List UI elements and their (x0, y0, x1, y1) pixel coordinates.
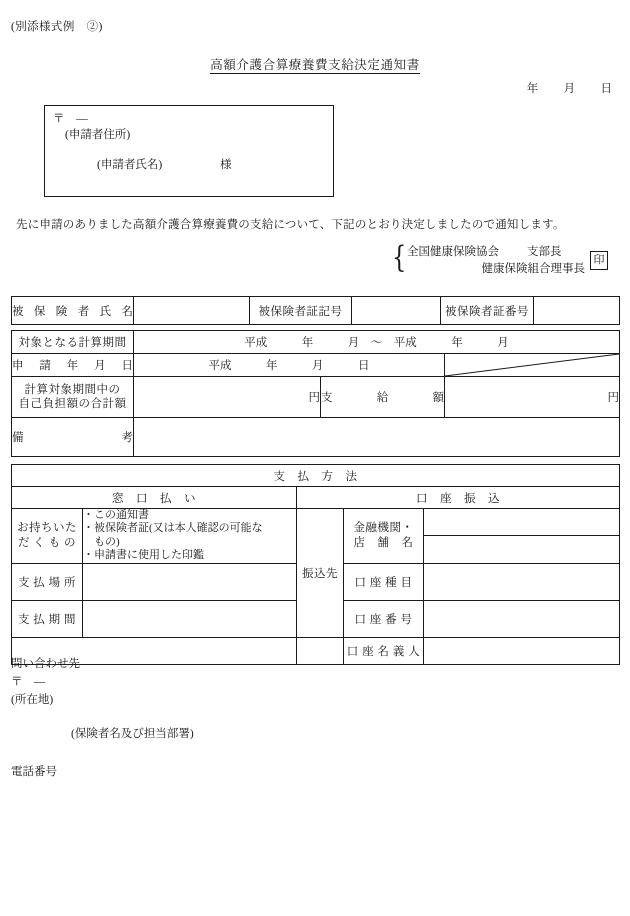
postal-mark-icon: 〒 (53, 113, 66, 125)
bring-items-list (83, 509, 297, 564)
postal-mark-icon: 〒 (11, 676, 23, 688)
payment-method-table (11, 464, 620, 665)
insured-person-table (11, 296, 620, 325)
list-item-continuation: もの) (94, 535, 120, 548)
spacer-cell (297, 637, 344, 664)
benefit-amount-unit: 円 (607, 392, 619, 404)
bank-branch-value-top[interactable] (424, 535, 619, 536)
table-row (12, 354, 620, 377)
bank-branch-value-group (424, 509, 620, 564)
account-number-value-group (424, 600, 620, 637)
account-holder-value[interactable] (424, 637, 620, 664)
bring-items-label-line2: だ く も の (17, 536, 77, 549)
self-payment-total-label (12, 377, 134, 418)
account-number-label: 口 座 番 号 (344, 600, 424, 637)
contact-phone-label: 電話番号 (11, 766, 57, 778)
bank-transfer-header: 口 座 振 込 (297, 487, 620, 509)
transfer-destination-label: 振込先 (297, 509, 344, 638)
payment-place-value[interactable] (83, 563, 297, 600)
issue-date-year: 年 (526, 83, 539, 95)
payment-period-value[interactable] (83, 600, 297, 637)
bank-branch-label (344, 509, 424, 564)
diagonal-strike-cell (445, 354, 620, 377)
issuer-block (392, 240, 622, 279)
account-holder-label: 口 座 名 義 人 (344, 637, 424, 664)
table-row (12, 509, 620, 564)
account-type-label: 口 座 種 目 (344, 563, 424, 600)
issuer-organization: 全国健康保険協会 (407, 246, 499, 258)
addressee-honorific: 様 (220, 159, 232, 171)
issuer-alternate-title: 健康保険組合理事長 (481, 263, 585, 275)
brace-icon: { (392, 240, 407, 275)
target-period-label: 対象となる計算期間 (12, 331, 134, 354)
contact-heading: 問い合わせ先 (11, 658, 80, 670)
remarks-value[interactable] (134, 418, 620, 457)
cert-number-value[interactable] (534, 297, 620, 325)
benefit-amount-value[interactable] (445, 377, 620, 418)
contact-postal-line (11, 673, 194, 689)
list-item: ・申請書に使用した印鑑 (83, 549, 204, 562)
target-period-value[interactable]: 平成 年 月 〜 平成 年 月 (134, 331, 620, 354)
self-payment-total-value[interactable] (134, 377, 321, 418)
page-title-text: 高額介護合算療養費支給決定通知書 (210, 58, 420, 72)
payment-place-label: 支 払 場 所 (12, 563, 83, 600)
addressee-name-label: (申請者氏名) (97, 159, 163, 171)
self-payment-total-label-line1: 計算対象期間中の (24, 383, 121, 396)
postal-dash: ― (33, 676, 46, 688)
form-code-label: (別添様式例 ②) (11, 21, 103, 33)
table-row (12, 297, 620, 325)
issue-date-day: 日 (600, 83, 612, 95)
table-row (12, 331, 620, 354)
application-date-value[interactable]: 平成 年 月 日 (134, 354, 445, 377)
cert-number-label: 被保険者証番号 (441, 297, 534, 325)
insured-name-label: 被 保 険 者 氏 名 (12, 297, 134, 325)
list-item: ・この通知書 (83, 509, 149, 521)
contact-department-label: (保険者名及び担当部署) (71, 728, 194, 740)
postal-dash: ― (76, 113, 89, 125)
benefit-amount-label: 支 給 額 (321, 377, 445, 418)
bank-branch-label-line1: 金融機関・ (353, 521, 414, 534)
cert-symbol-value[interactable] (352, 297, 441, 325)
bring-items-label-line1: お持ちいた (17, 521, 77, 534)
issuer-post-title: 支部長 (527, 246, 562, 258)
calculation-table (11, 330, 620, 457)
contact-block (11, 655, 194, 781)
addressee-box (44, 105, 334, 197)
account-type-value[interactable] (424, 563, 620, 600)
table-row (12, 418, 620, 457)
bank-branch-label-line2: 店 舗 名 (353, 536, 414, 549)
application-date-label: 申 請 年 月 日 (12, 354, 134, 377)
table-row (12, 377, 620, 418)
remarks-label: 備 考 (12, 418, 134, 457)
page-title (0, 55, 630, 73)
contact-location-label: (所在地) (11, 694, 54, 706)
bring-items-label (12, 509, 83, 564)
notice-paragraph: 先に申請のありました高額介護合算療養費の支給について、下記のとおり決定しましたので通知します。 (16, 219, 565, 231)
addressee-name-row (97, 156, 232, 172)
issue-date-line (527, 80, 612, 96)
self-payment-total-unit: 円 (308, 392, 320, 404)
cert-symbol-label: 被保険者証記号 (250, 297, 352, 325)
seal-stamp-box: 印 (590, 251, 608, 270)
payment-method-title: 支 払 方 法 (12, 465, 620, 487)
table-row (12, 487, 620, 509)
table-row (12, 465, 620, 487)
addressee-address-label: (申請者住所) (65, 129, 131, 141)
addressee-postal-line (53, 110, 100, 126)
counter-payment-header: 窓 口 払 い (12, 487, 297, 509)
issuer-organization-line (407, 243, 562, 259)
issue-date-month: 月 (563, 83, 576, 95)
list-item: ・被保険者証(又は本人確認の可能な (83, 522, 263, 535)
payment-period-label: 支 払 期 間 (12, 600, 83, 637)
insured-name-value[interactable] (134, 297, 250, 325)
self-payment-total-label-line2: 自己負担額の合計額 (18, 398, 127, 410)
diagonal-line-icon (445, 354, 619, 376)
